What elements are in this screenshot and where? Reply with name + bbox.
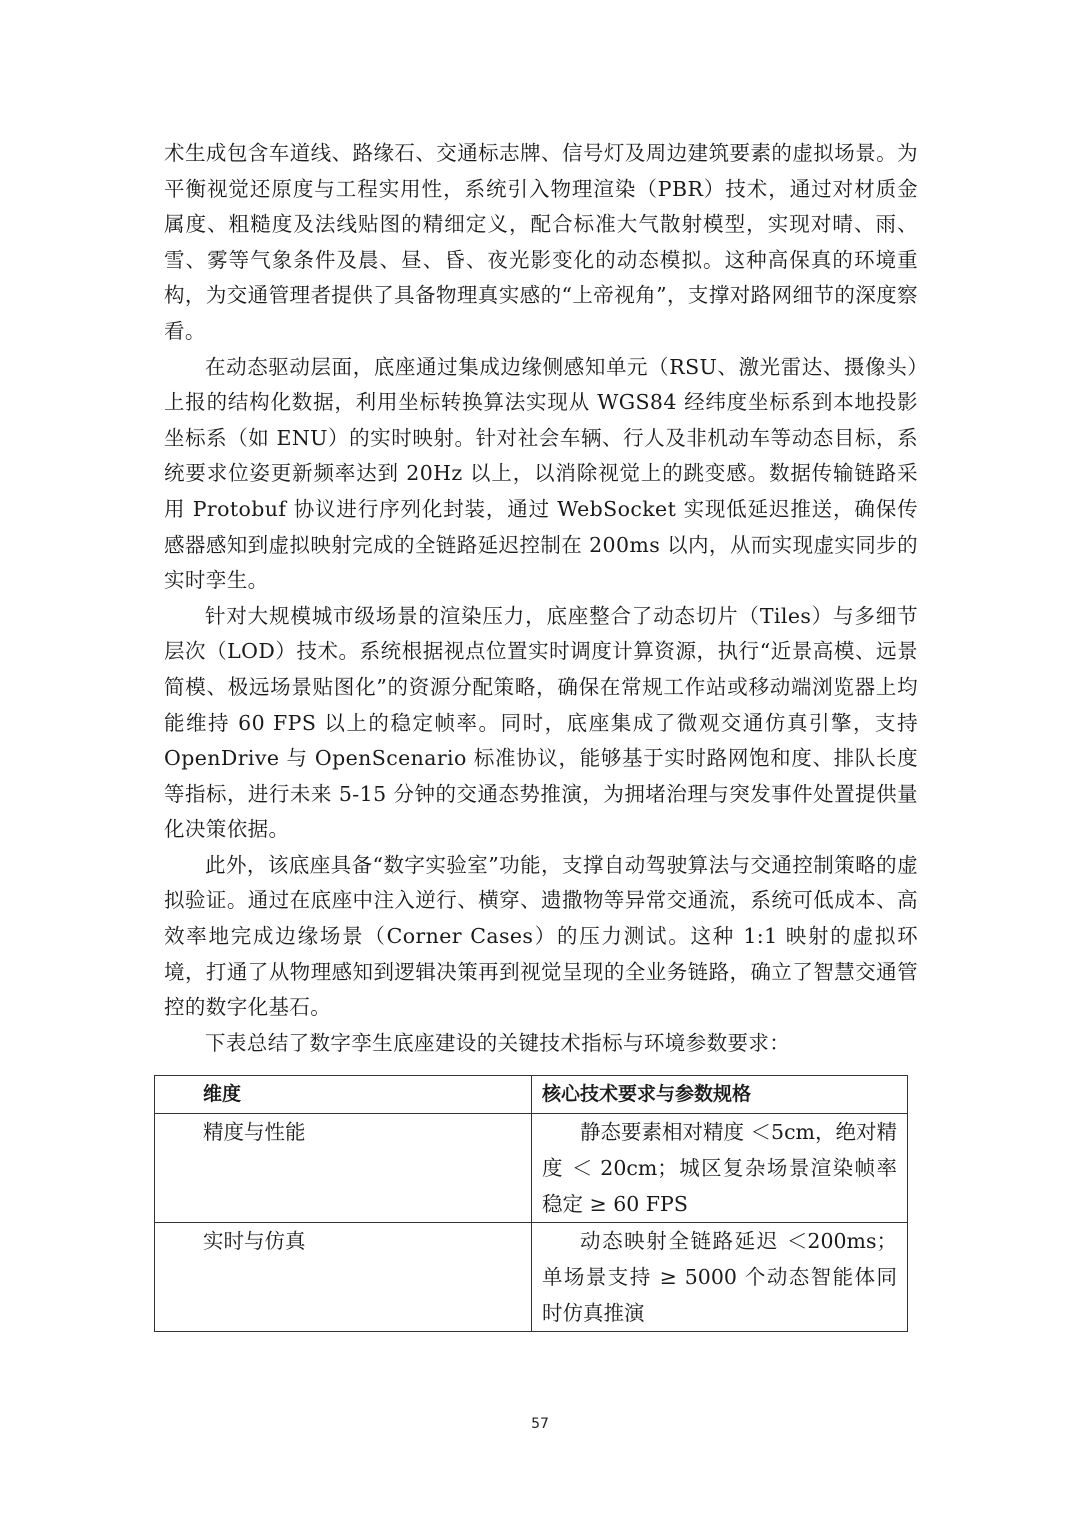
spec-table [154, 1075, 908, 1332]
body-text [164, 136, 918, 1061]
table-header-row [155, 1076, 908, 1114]
page-number: 57 [531, 1416, 549, 1432]
header-spec: 核心技术要求与参数规格 [532, 1076, 908, 1114]
table-row [155, 1223, 908, 1332]
paragraph-1: 术生成包含车道线、路缘石、交通标志牌、信号灯及周边建筑要素的虚拟场景。为平衡视觉还原度与工程实用性，系统引入物理渲染（PBR）技术，通过对材质金属度、粗糙度及法线贴图的精细定义，配合标准大气散射模型，实现对晴、雨、雪、雾等气象条件及晨、昼、昏、夜光影变化的动态模拟。这种高保真的环境重构，为交通管理者提供了具备物理真实感的“上帝视角”，支撑对路网细节的深度察看。 [164, 141, 918, 343]
row-dimension-cell: 实时与仿真 [155, 1223, 532, 1332]
header-dimension: 维度 [155, 1076, 532, 1114]
row-dimension-cell: 精度与性能 [155, 1114, 532, 1223]
row-spec-cell: 静态要素相对精度 ＜5cm，绝对精度 ＜ 20cm；城区复杂场景渲染帧率稳定 ≥ 60 FPS [532, 1114, 908, 1223]
table-row [155, 1114, 908, 1223]
paragraph-3: 针对大规模城市级场景的渲染压力，底座整合了动态切片（Tiles）与多细节层次（LOD）技术。系统根据视点位置实时调度计算资源，执行“近景高模、远景简模、极远场景贴图化”的资源分配策略，确保在常规工作站或移动端浏览器上均能维持 60 FPS 以上的稳定帧率。同时，底座集成了微观交通仿真引擎，支持 OpenDrive 与 OpenScenario 标准协议，能够基于实时路网饱和度、排队长度等指标，进行未来 5-15 分钟的交通态势推演，为拥堵治理与突发事件处置提供量化决策依据。 [164, 603, 918, 842]
table-intro-paragraph: 下表总结了数字孪生底座建设的关键技术指标与环境参数要求： [205, 1030, 791, 1055]
paragraph-2: 在动态驱动层面，底座通过集成边缘侧感知单元（RSU、激光雷达、摄像头）上报的结构化数据，利用坐标转换算法实现从 WGS84 经纬度坐标系到本地投影坐标系（如 ENU）的实时映射。针对社会车辆、行人及非机动车等动态目标，系统要求位姿更新频率达到 20Hz 以上，以消除视觉上的跳变感。数据传输链路采用 Protobuf 协议进行序列化封装，通过 WebSocket 实现低延迟推送，确保传感器感知到虚拟映射完成的全链路延迟控制在 200ms 以内，从而实现虚实同步的实时孪生。 [164, 354, 918, 593]
paragraph-4: 此外，该底座具备“数字实验室”功能，支撑自动驾驶算法与交通控制策略的虚拟验证。通过在底座中注入逆行、横穿、遗撒物等异常交通流，系统可低成本、高效率地完成边缘场景（Corner Cases）的压力测试。这种 1:1 映射的虚拟环境，打通了从物理感知到逻辑决策再到视觉呈现的全业务链路，确立了智慧交通管控的数字化基石。 [164, 852, 918, 1020]
row-spec-cell: 动态映射全链路延迟 ＜200ms；单场景支持 ≥ 5000 个动态智能体同时仿真推演 [532, 1223, 908, 1332]
